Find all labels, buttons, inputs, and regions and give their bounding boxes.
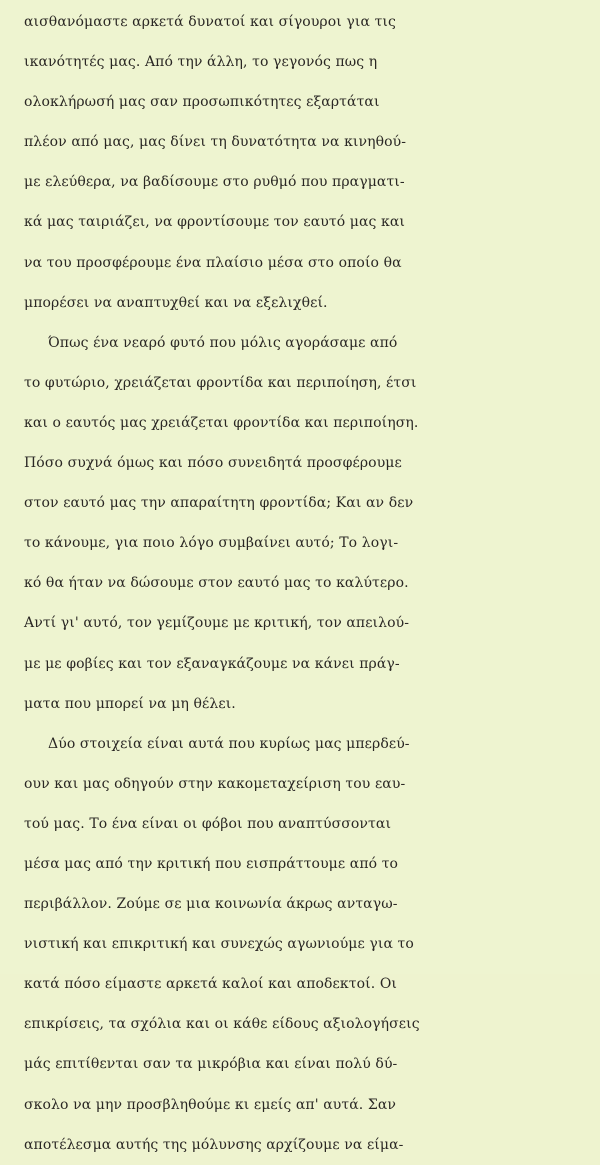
text-line: πλέον από μας, μας δίνει τη δυνατότητα να κινηθού- [24,134,407,151]
text-line: να του προσφέρουμε ένα πλαίσιο μέσα στο οποίο θα [24,254,402,271]
text-line: ικανότητές μας. Από την άλλη, το γεγονός πως η [24,54,378,71]
text-line: νιστική και επικριτική και συνεχώς αγωνιούμε για το [24,936,414,953]
text-line: σκολο να μην προσβληθούμε κι εμείς απ' αυτά. Σαν [24,1096,397,1113]
text-line: ματα που μπορεί να μη θέλει. [24,695,236,712]
text-line: αισθανόμαστε αρκετά δυνατοί και σίγουροι για τις [24,14,396,30]
text-line: Πόσο συχνά όμως και πόσο συνειδητά προσφέρουμε [24,455,402,472]
text-line: και ο εαυτός μας χρειάζεται φροντίδα και περιποίηση. [24,414,419,431]
text-line: περιβάλλον. Ζούμε σε μια κοινωνία άκρως ανταγω- [24,896,398,913]
text-line: το κάνουμε, για ποιο λόγο συμβαίνει αυτό; Το λογι- [24,535,399,552]
text-line: το φυτώριο, χρειάζεται φροντίδα και περιποίηση, έτσι [24,374,417,391]
text-line: με ελεύθερα, να βαδίσουμε στο ρυθμό που πραγματι- [24,174,405,191]
text-line: με με φοβίες και τον εξαναγκάζουμε να κάνει πράγ- [24,655,400,672]
paragraph-start-line: Όπως ένα νεαρό φυτό που μόλις αγοράσαμε από [48,334,398,351]
text-line: αποτέλεσμα αυτής της μόλυνσης αρχίζουμε να είμα- [24,1136,404,1153]
text-line: κό θα ήταν να δώσουμε στον εαυτό μας το καλύτερο. [24,575,409,592]
paragraph-start-line: Δύο στοιχεία είναι αυτά που κυρίως μας μπερδεύ- [48,735,410,752]
text-line: μέσα μας από την κριτική που εισπράττουμε από το [24,855,399,872]
text-line: ουν και μας οδηγούν στην κακομεταχείριση του εαυ- [24,775,406,792]
text-line: επικρίσεις, τα σχόλια και οι κάθε είδους αξιολογήσεις [24,1016,420,1033]
text-line: Αντί γι' αυτό, τον γεμίζουμε με κριτική, τον απειλού- [24,615,410,632]
text-line: ολοκλήρωσή μας σαν προσωπικότητες εξαρτάται [24,94,380,111]
text-line: κατά πόσο είμαστε αρκετά καλοί και αποδεκτοί. Οι [24,976,397,993]
text-line: στον εαυτό μας την απαραίτητη φροντίδα; Και αν δεν [24,495,414,512]
text-line: κά μας ταιριάζει, να φροντίσουμε τον εαυτό μας και [24,214,406,231]
text-line: μάς επιτίθενται σαν τα μικρόβια και είναι πολύ δύ- [24,1056,398,1073]
text-line: μπορέσει να αναπτυχθεί και να εξελιχθεί. [24,294,328,311]
text-line: τού μας. Το ένα είναι οι φόβοι που αναπτύσσονται [24,815,392,832]
